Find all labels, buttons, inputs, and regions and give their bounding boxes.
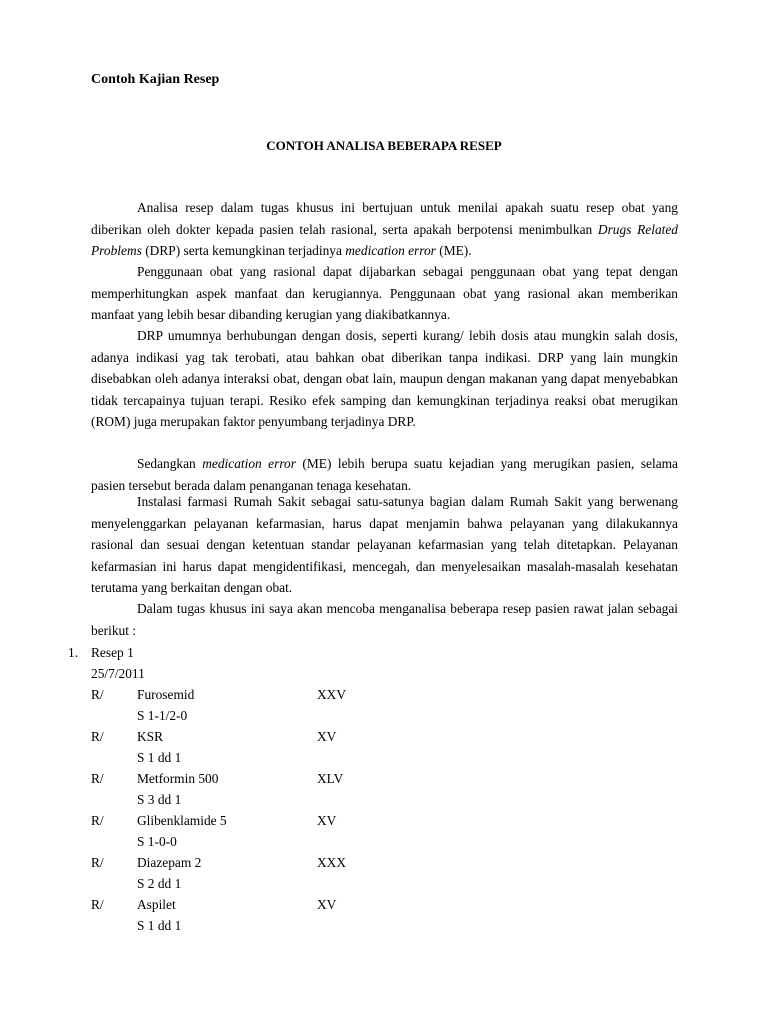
- drug-name: Diazepam 2: [137, 855, 202, 870]
- drug-quantity: XV: [317, 897, 337, 912]
- prescription-signa-row: [0, 831, 768, 852]
- paragraph-1-text-a: Analisa resep dalam tugas khusus ini bertujuan untuk menilai apakah suatu resep obat yang diberikan oleh dokter kepada pasien telah rasional, serta apakah berpotensi menimbulkan: [91, 200, 678, 237]
- paragraph-4-text-a: Sedangkan: [137, 456, 203, 471]
- document-title: CONTOH ANALISA BEBERAPA RESEP: [266, 138, 502, 153]
- drug-quantity: XXX: [317, 855, 347, 870]
- prescription-signa-row: [0, 873, 768, 894]
- prescription-date: 25/7/2011: [91, 666, 145, 681]
- paragraph-5: Instalasi farmasi Rumah Sakit sebagai satu-satunya bagian dalam Rumah Sakit yang berwenang menyelenggarkan pelayanan kefarmasian, harus dapat menjamin bahwa pelayanan yang dilakukannya rasional dan sesuai dengan ketentuan standar pelayanan kefarmasian yang telah ditetapkan. Pelayanan kefarmasian ini harus dapat mengidentifikasi, mencegah, dan menyelesaikan masalah-masalah kesehatan terutama yang berkaitan dengan obat.: [91, 494, 678, 595]
- paragraph-1-italic-drp: Drugs Related Problems: [91, 221, 678, 258]
- prescription-row: [0, 726, 768, 747]
- prescription-row: [0, 894, 768, 915]
- drug-quantity: XV: [317, 729, 337, 744]
- prescription-row: [0, 684, 768, 705]
- drug-name: Furosemid: [137, 687, 195, 702]
- paragraph-4-text-c: (ME) lebih berupa suatu kejadian yang merugikan pasien, selama pasien tersebut berada dalam penanganan tenaga kesehatan.: [91, 456, 678, 493]
- paragraph-2: Penggunaan obat yang rasional dapat dijabarkan sebagai penggunaan obat yang tepat dengan memperhitungkan aspek manfaat dan kerugiannya. Penggunaan obat yang rasional akan memberikan manfaat yang lebih besar dibanding kerugian yang diakibatkannya.: [91, 264, 678, 322]
- prescription-row: [0, 852, 768, 873]
- drug-name: Aspilet: [137, 897, 176, 912]
- drug-signa: S 1-0-0: [137, 834, 177, 849]
- prescription-row: [0, 768, 768, 789]
- prescription-signa-row: [0, 915, 768, 936]
- drug-quantity: XV: [317, 813, 337, 828]
- list-item-title: Resep 1: [91, 645, 134, 660]
- recipe-symbol: R/: [91, 855, 104, 870]
- recipe-symbol: R/: [91, 687, 104, 702]
- drug-signa: S 3 dd 1: [137, 792, 182, 807]
- prescription-signa-row: [0, 747, 768, 768]
- list-number: 1.: [68, 645, 79, 660]
- paragraph-1-text-e: (ME).: [435, 243, 472, 258]
- prescription-signa-row: [0, 789, 768, 810]
- recipe-symbol: R/: [91, 729, 104, 744]
- recipe-symbol: R/: [91, 897, 104, 912]
- paragraph-1-italic-me: medication error: [345, 243, 436, 258]
- paragraph-1: [91, 197, 678, 262]
- paragraph-3: DRP umumnya berhubungan dengan dosis, seperti kurang/ lebih dosis atau mungkin salah dosis, adanya indikasi yag tak terobati, atau bahkan obat diberikan tanpa indikasi. DRP yang lain mungkin disebabkan oleh adanya interaksi obat, dengan obat lain, maupun dengan makanan yang dapat menyebabkan tidak tercapainya tujuan terapi. Resiko efek samping dan kemungkinan terjadinya reaksi obat merugikan (ROM) juga merupakan faktor penyumbang terjadinya DRP.: [91, 328, 678, 429]
- drug-signa: S 1 dd 1: [137, 918, 182, 933]
- paragraph-4-italic-me: medication error: [202, 456, 296, 471]
- drug-name: Metformin 500: [137, 771, 219, 786]
- drug-quantity: XXV: [317, 687, 347, 702]
- paragraph-4: [91, 453, 678, 496]
- drug-quantity: XLV: [317, 771, 344, 786]
- drug-signa: S 2 dd 1: [137, 876, 182, 891]
- drug-name: KSR: [137, 729, 164, 744]
- drug-signa: S 1 dd 1: [137, 750, 182, 765]
- recipe-symbol: R/: [91, 813, 104, 828]
- prescription-signa-row: [0, 705, 768, 726]
- prescription-row: [0, 810, 768, 831]
- paragraph-1-text-c: (DRP) serta kemungkinan terjadinya: [141, 243, 346, 258]
- drug-name: Glibenklamide 5: [137, 813, 227, 828]
- drug-signa: S 1-1/2-0: [137, 708, 188, 723]
- paragraph-6: Dalam tugas khusus ini saya akan mencoba menganalisa beberapa resep pasien rawat jalan sebagai berikut :: [91, 601, 678, 638]
- page-heading: Contoh Kajian Resep: [91, 72, 220, 87]
- recipe-symbol: R/: [91, 771, 104, 786]
